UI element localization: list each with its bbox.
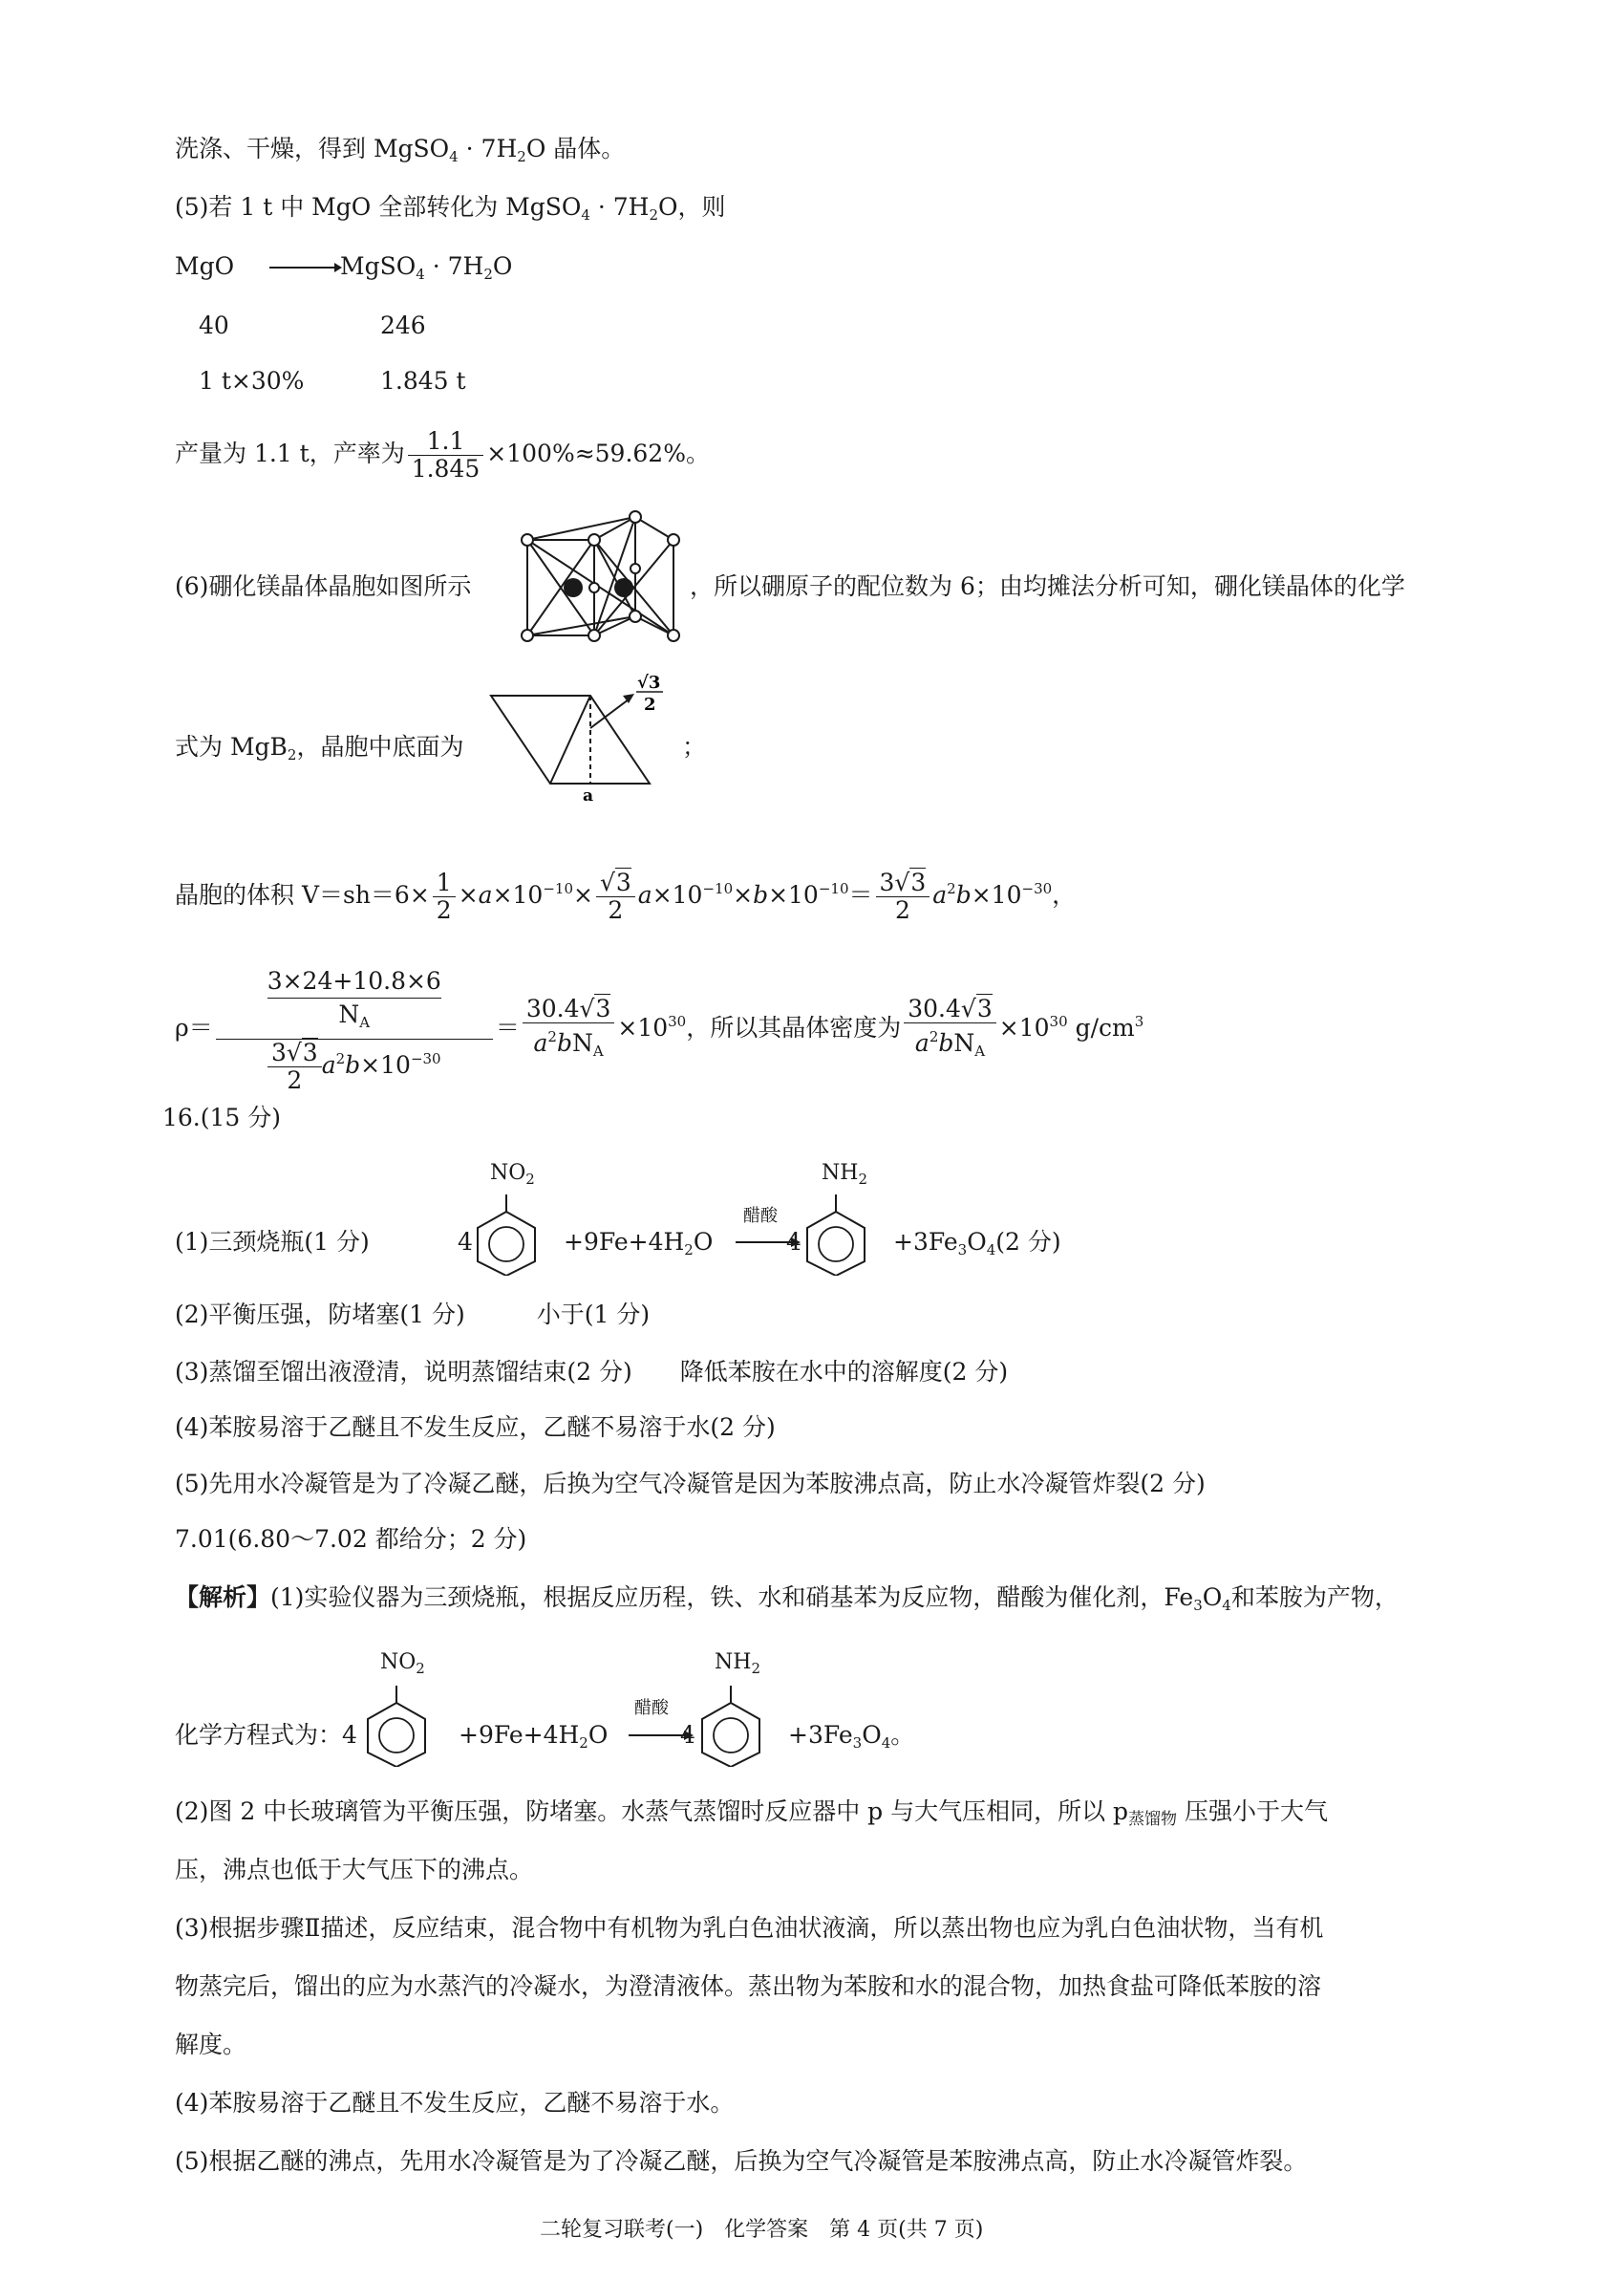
answer-line: (2)平衡压强，防堵塞(1 分) 小于(1 分) bbox=[175, 1301, 651, 1328]
analysis-line: (4)苯胺易溶于乙醚且不发生反应，乙醚不易溶于水。 bbox=[175, 2089, 735, 2117]
text-line: 洗涤、干燥，得到 MgSO$_4$ · $7H_2O$ 晶体。 bbox=[175, 135, 626, 165]
coefficient: 4 bbox=[680, 1721, 695, 1749]
base-face-diagram bbox=[487, 669, 678, 803]
svg-text:√3: √3 bbox=[637, 673, 661, 693]
nitrobenzene-icon bbox=[358, 1686, 435, 1767]
molar-mass-product: 246 bbox=[380, 312, 426, 339]
arrow-icon bbox=[267, 258, 344, 277]
analysis-line: (3)根据步骤Ⅱ描述，反应结束，混合物中有机物为乳白色油状液滴，所以蒸出物也应为乳白色油状物，当有机 bbox=[175, 1914, 1324, 1942]
products: $+3Fe_3O_4(2$ 分) bbox=[893, 1228, 1061, 1258]
nitro-group-label: $NO_2$ bbox=[490, 1161, 535, 1188]
text-line: ，所以硼原子的配位数为 6；由均摊法分析可知，硼化镁晶体的化学 bbox=[690, 572, 1405, 600]
mass-product: 1.845 t bbox=[380, 367, 466, 395]
aniline-icon bbox=[798, 1194, 874, 1276]
reaction-product: MgSO$_4$ · $7H_2O$ bbox=[340, 252, 513, 283]
text-line: (5)若 1 t 中 MgO 全部转化为 MgSO$_4$ · $7H_2O$，则 bbox=[175, 193, 726, 224]
analysis-line: (5)根据乙醚的沸点，先用水冷凝管是为了冷凝乙醚，后换为空气冷凝管是苯胺沸点高，防止水冷凝管炸裂。 bbox=[175, 2147, 1308, 2175]
analysis-line: 解度。 bbox=[175, 2031, 247, 2058]
density-formula: ρ＝ 3×24+10.8×6 $N_A$ $\frac{3√3}{2}$ $a^2b\times 10^{-30}$ ＝ $\frac{30.4√3}{a^2bN_A}$ $\times 10^{30}$，所以其晶体密度为 $\frac{30.4√3}{a^2bN_A}$ $\times 10^{30}$ $g/cm^3$ bbox=[175, 967, 1144, 1094]
catalyst-label: 醋酸 bbox=[743, 1206, 778, 1226]
answer-line: (4)苯胺易溶于乙醚且不发生反应，乙醚不易溶于水(2 分) bbox=[175, 1413, 776, 1441]
fraction: $\frac{1.1}{1.845}$ bbox=[408, 428, 484, 483]
answer-line: (1)三颈烧瓶(1 分) bbox=[175, 1228, 370, 1256]
nitro-group-label: $NO_2$ bbox=[380, 1650, 425, 1677]
catalyst-label: 醋酸 bbox=[634, 1698, 669, 1718]
reactants: $+9Fe+4H_2O$ bbox=[459, 1721, 609, 1752]
nitrobenzene-icon bbox=[468, 1194, 545, 1276]
coefficient: 4 bbox=[786, 1228, 801, 1256]
reaction-line: MgO bbox=[175, 252, 235, 280]
page-footer: 二轮复习联考(一) 化学答案 第 4 页(共 7 页) bbox=[540, 2218, 984, 2242]
yield-line: 产量为 1.1 t，产率为 $\frac{1.1}{1.845}$ ×100%≈59.62%。 bbox=[175, 427, 710, 483]
text-line: ； bbox=[682, 733, 707, 761]
aniline-icon bbox=[693, 1686, 769, 1767]
products: $+3Fe_3O_4$。 bbox=[788, 1721, 915, 1752]
amino-group-label: $NH_2$ bbox=[715, 1650, 760, 1677]
analysis-line: 物蒸完后，馏出的应为水蒸汽的冷凝水，为澄清液体。蒸出物为苯胺和水的混合物，加热食盐可降低苯胺的溶 bbox=[175, 1972, 1322, 2000]
answer-line: 7.01(6.80～7.02 都给分；2 分) bbox=[175, 1525, 527, 1553]
molar-mass-mgo: 40 bbox=[199, 312, 229, 339]
answer-line: (5)先用水冷凝管是为了冷凝乙醚，后换为空气冷凝管是因为苯胺沸点高，防止水冷凝管炸裂(2 分) bbox=[175, 1470, 1206, 1497]
coefficient: 4 bbox=[458, 1228, 473, 1256]
amino-group-label: $NH_2$ bbox=[822, 1161, 867, 1188]
analysis-line: 【解析】(1)实验仪器为三颈烧瓶，根据反应历程，铁、水和硝基苯为反应物，醋酸为催化剂，$Fe_3O_4$和苯胺为产物， bbox=[175, 1583, 1399, 1614]
analysis-line: 压，沸点也低于大气压下的沸点。 bbox=[175, 1856, 534, 1883]
side-label-a: a bbox=[583, 786, 594, 803]
volume-formula: 晶胞的体积 V＝sh＝6× $\frac{1}{2}$ $\times a\times 10^{-10}\times$ $\frac{√3}{2}$ $a\times 10^{-10}\times b\times 10^{-10}=$ $\frac{3√3}{2}$ $a^2b\times 10^{-30}$， bbox=[175, 869, 1077, 924]
question-header: 16.(15 分) bbox=[162, 1104, 282, 1131]
answer-line: (3)蒸馏至馏出液澄清，说明蒸馏结束(2 分) 降低苯胺在水中的溶解度(2 分) bbox=[175, 1358, 1009, 1386]
crystal-cell-diagram bbox=[516, 509, 688, 653]
text-line: (6)硼化镁晶体晶胞如图所示 bbox=[175, 572, 472, 600]
analysis-equation-label: 化学方程式为：4 bbox=[175, 1721, 357, 1749]
mass-mgo: 1 t×30% bbox=[199, 367, 305, 395]
analysis-line: (2)图 2 中长玻璃管为平衡压强，防堵塞。水蒸气蒸馏时反应器中 p 与大气压相同，所以 $p_{蒸馏物}$ 压强小于大气 bbox=[175, 1797, 1329, 1829]
text-line: 式为 MgB$_2$，晶胞中底面为 bbox=[175, 733, 464, 764]
reactants: $+9Fe+4H_2O$ bbox=[564, 1228, 714, 1258]
svg-text:2: 2 bbox=[644, 695, 656, 715]
